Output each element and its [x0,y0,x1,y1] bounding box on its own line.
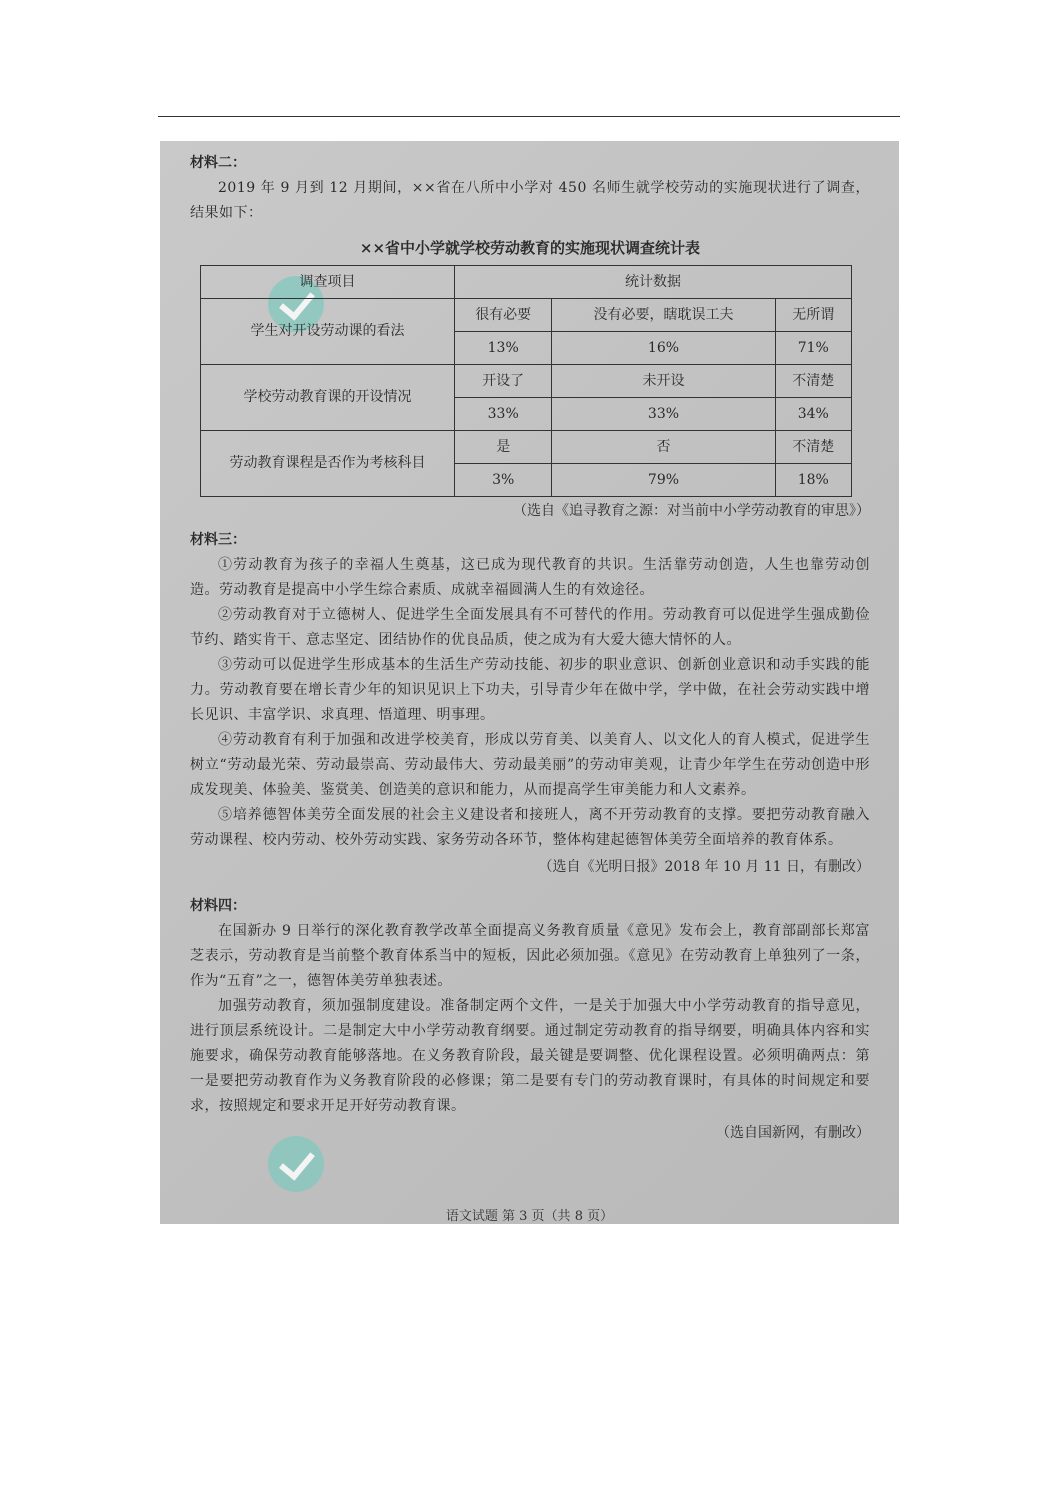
header-stats: 统计数据 [455,266,852,299]
exam-page-photo [160,141,899,1224]
material4-heading: 材料四： [190,898,246,914]
material2-source: （选自《追寻教育之源：对当前中小学劳动教育的审思》） [513,503,870,519]
value-cell: 34% [775,398,851,431]
table-row [201,431,852,464]
top-rule [158,116,900,117]
header-item: 调查项目 [201,266,455,299]
option-cell: 不清楚 [775,365,851,398]
value-cell: 33% [552,398,775,431]
row-item: 劳动教育课程是否作为考核科目 [201,431,455,497]
material3-paragraph: ③劳动可以促进学生形成基本的生活生产劳动技能、初步的职业意识、创新创业意识和动手实践的能力。劳动教育要在增长青少年的知识见识上下功夫，引导青少年在做中学，学中做，在社会劳动实践中增长见识、丰富学识、求真理、悟道理、明事理。 [190,657,870,723]
table-title: ××省中小学就学校劳动教育的实施现状调查统计表 [359,239,701,257]
value-cell: 13% [455,332,552,365]
material4-paragraph: 加强劳动教育，须加强制度建设。准备制定两个文件，一是关于加强大中小学劳动教育的指导意见，进行顶层系统设计。二是制定大中小学劳动教育纲要。通过制定劳动教育的指导纲要，明确具体内容和实施要求，确保劳动教育能够落地。在义务教育阶段，最关键是要调整、优化课程设置。必须明确两点：第一是要把劳动教育作为义务教育阶段的必修课；第二是要有专门的劳动教育课时，有具体的时间规定和要求，按照规定和要求开足开好劳动教育课。 [190,998,870,1114]
table-row [201,365,852,398]
material3-paragraph: ②劳动教育对于立德树人、促进学生全面发展具有不可替代的作用。劳动教育可以促进学生强成勤俭节约、踏实肯干、意志坚定、团结协作的优良品质，使之成为有大爱大德大情怀的人。 [190,607,870,648]
page-footer: 语文试题 第 3 页（共 8 页） [445,1209,614,1224]
row-item: 学校劳动教育课的开设情况 [201,365,455,431]
value-cell: 3% [455,464,552,497]
row-item: 学生对开设劳动课的看法 [201,299,455,365]
option-cell: 否 [552,431,775,464]
value-cell: 71% [775,332,851,365]
option-cell: 很有必要 [455,299,552,332]
option-cell: 未开设 [552,365,775,398]
exam-content [190,151,870,1150]
material3-paragraph: ①劳动教育为孩子的幸福人生奠基，这已成为现代教育的共识。生活靠劳动创造，人生也靠劳动创造。劳动教育是提高中小学生综合素质、成就幸福圆满人生的有效途径。 [190,557,870,598]
material4-paragraph: 在国新办 9 日举行的深化教育教学改革全面提高义务教育质量《意见》发布会上，教育部副部长郑富芝表示，劳动教育是当前整个教育体系当中的短板，因此必须加强。《意见》在劳动教育上单独列了一条，作为“五育”之一，德智体美劳单独表述。 [190,923,870,989]
material3-source: （选自《光明日报》2018 年 10 月 11 日，有删改） [538,859,870,875]
survey-table [200,265,852,497]
option-cell: 没有必要，瞎耽误工夫 [552,299,775,332]
option-cell: 是 [455,431,552,464]
option-cell: 不清楚 [775,431,851,464]
material3-paragraph: ⑤培养德智体美劳全面发展的社会主义建设者和接班人，离不开劳动教育的支撑。要把劳动教育融入劳动课程、校内劳动、校外劳动实践、家务劳动各环节，整体构建起德智体美劳全面培养的教育体系。 [190,807,870,848]
material4-source: （选自国新网，有删改） [716,1125,870,1141]
option-cell: 开设了 [455,365,552,398]
material2-heading: 材料二： [190,155,246,171]
material3-heading: 材料三： [190,532,246,548]
value-cell: 33% [455,398,552,431]
material3-paragraph: ④劳动教育有利于加强和改进学校美育，形成以劳育美、以美育人、以文化人的育人模式，促进学生树立“劳动最光荣、劳动最崇高、劳动最伟大、劳动最美丽”的劳动审美观，让青少年学生在劳动创造中形成发现美、体验美、鉴赏美、创造美的意识和能力，从而提高学生审美能力和人文素养。 [190,732,870,798]
material2-intro: 2019 年 9 月到 12 月期间，××省在八所中小学对 450 名师生就学校劳动的实施现状进行了调查，结果如下： [190,180,870,221]
value-cell: 18% [775,464,851,497]
value-cell: 16% [552,332,775,365]
table-header-row [201,266,852,299]
option-cell: 无所谓 [775,299,851,332]
table-row [201,299,852,332]
value-cell: 79% [552,464,775,497]
